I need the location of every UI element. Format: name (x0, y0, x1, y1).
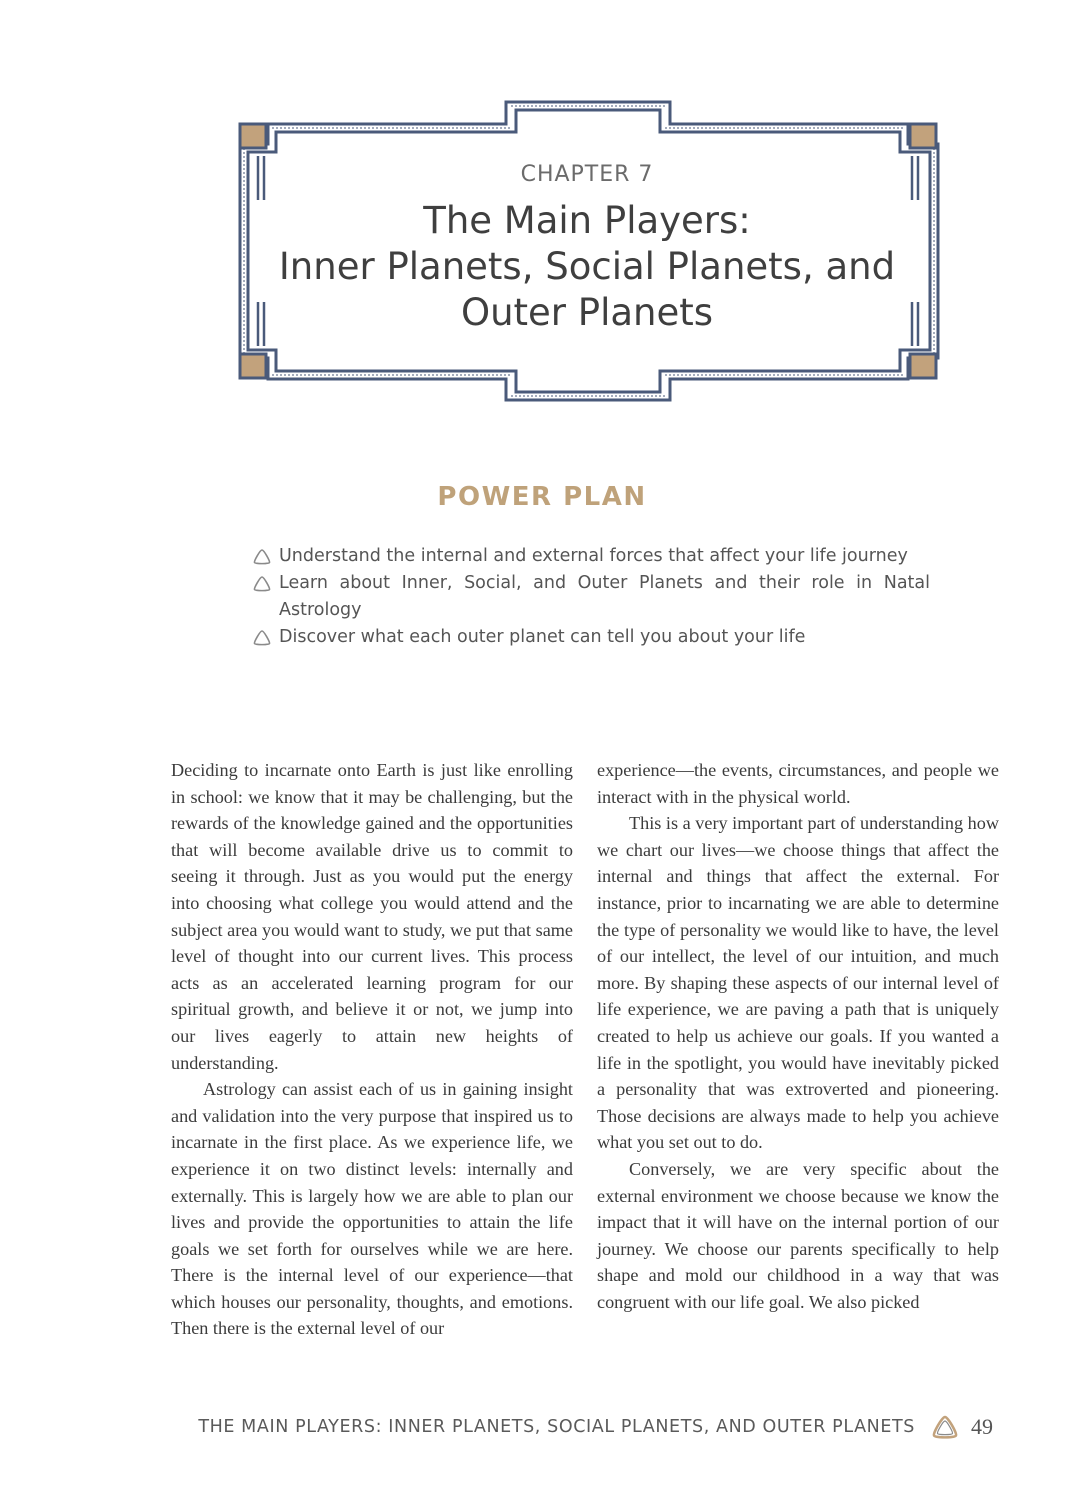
right-column (597, 757, 999, 1315)
power-plan-list (252, 543, 930, 651)
rounded-triangle-icon (252, 548, 272, 565)
page-number: 49 (971, 1414, 993, 1439)
power-plan-item-text: Learn about Inner, Social, and Outer Planets and their role in Natal Astrology (279, 573, 930, 620)
list-item (252, 570, 930, 624)
chapter-title-line-1: The Main Players: (423, 199, 751, 242)
rounded-triangle-icon (930, 1414, 960, 1440)
chapter-label: CHAPTER 7 (520, 162, 654, 187)
list-item (252, 624, 930, 651)
rounded-triangle-icon (252, 575, 272, 592)
chapter-heading (262, 160, 912, 336)
paragraph: Astrology can assist each of us in gaining insight and validation into the very purpose that inspired us to incarnate in the first place. As we experience life, we experience it on two distinct levels: internally and externally. This is largely how we are able to plan our lives and provide the opportunities to attain the life goals we set forth for ourselves while we are here. There is the internal level of our experience—that which houses our personality, thoughts, and emotions. Then there is the external level of our (171, 1079, 573, 1339)
chapter-title-line-2: Inner Planets, Social Planets, and (278, 245, 896, 288)
paragraph: Conversely, we are very specific about the external environment we choose because we know the impact that it will have on the internal portion of our journey. We choose our parents specifically to help shape and mold our childhood in a way that was congruent with our life goal. We also picked (597, 1158, 999, 1312)
power-plan-item-text: Understand the internal and external forces that affect your life journey (279, 546, 908, 566)
rounded-triangle-icon (252, 629, 272, 646)
left-column (171, 757, 573, 1342)
power-plan-item-text: Discover what each outer planet can tell you about your life (279, 627, 806, 647)
chapter-title-line-3: Outer Planets (460, 291, 714, 334)
running-title: THE MAIN PLAYERS: INNER PLANETS, SOCIAL PLANETS, AND OUTER PLANETS (198, 1417, 915, 1437)
list-item (252, 543, 930, 570)
body-text (171, 757, 999, 1347)
paragraph: Deciding to incarnate onto Earth is just like enrolling in school: we know that it may be challenging, but the rewards of the knowledge gained and the opportunities that will become available drive us to commit to seeing it through. Just as you would put the energy into choosing what college you would attend and the subject area you would want to study, we put that same level of thought into our current lives. This process acts as an accelerated learning program for our spiritual growth, and believe it or not, we jump into our lives eagerly to attain new heights of understanding. (171, 760, 573, 1073)
paragraph: This is a very important part of understanding how we chart our lives—we choose things that affect the internal and things that affect the external. For instance, prior to incarnating we are able to determine the type of personality we would like to have, the level of our intellect, the level of our intuition, and much more. By shaping these aspects of our internal level of life experience, we are paving a path that is uniquely created to help us achieve our goals. If you wanted a life in the spotlight, you would have inevitably picked a personality that was extroverted and pioneering. Those decisions are always made to help you achieve what you set out to do. (597, 813, 999, 1153)
paragraph: experience—the events, circumstances, and people we interact with in the physical world. (597, 760, 999, 807)
page-footer (0, 1414, 1000, 1444)
power-plan-title: POWER PLAN (437, 482, 647, 512)
chapter-title (262, 198, 912, 336)
